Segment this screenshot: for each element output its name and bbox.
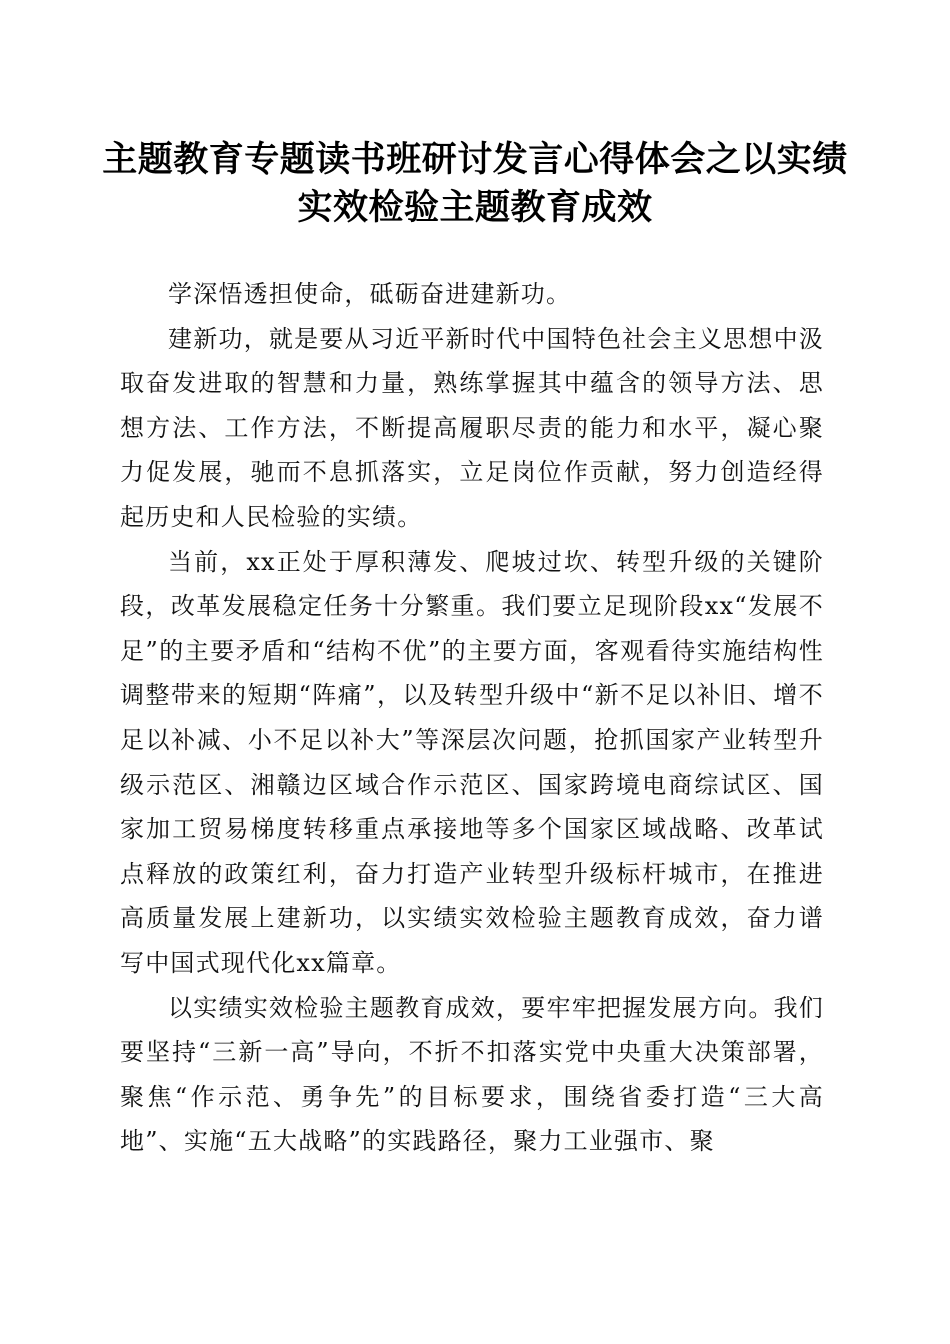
- paragraph: 建新功，就是要从习近平新时代中国特色社会主义思想中汲取奋发进取的智慧和力量，熟练掌握其中蕴含的领导方法、思想方法、工作方法，不断提高履职尽责的能力和水平，凝心聚力促发展，驰而不息抓落实，立足岗位作贡献，努力创造经得起历史和人民检验的实绩。: [120, 324, 824, 531]
- document-body: [120, 272, 824, 1164]
- paragraph: 以实绩实效检验主题教育成效，要牢牢把握发展方向。我们要坚持“三新一高”导向，不折不扣落实党中央重大决策部署，聚焦“作示范、勇争先”的目标要求，围绕省委打造“三大高地”、实施“五大战略”的实践路径，聚力工业强市、聚: [120, 993, 824, 1156]
- document-title: 主题教育专题读书班研讨发言心得体会之以实绩实效检验主题教育成效: [102, 139, 848, 228]
- paragraph: 当前，xx正处于厚积薄发、爬坡过坎、转型升级的关键阶段，改革发展稳定任务十分繁重。我们要立足现阶段xx“发展不足”的主要矛盾和“结构不优”的主要方面，客观看待实施结构性调整带来的短期“阵痛”，以及转型升级中“新不足以补旧、增不足以补减、小不足以补大”等深层次问题，抢抓国家产业转型升级示范区、湘赣边区域合作示范区、国家跨境电商综试区、国家加工贸易梯度转移重点承接地等多个国家区域战略、改革试点释放的政策红利，奋力打造产业转型升级标杆城市，在推进高质量发展上建新功，以实绩实效检验主题教育成效，奋力谱写中国式现代化xx篇章。: [120, 547, 824, 977]
- paragraph: 学深悟透担使命，砥砺奋进建新功。: [168, 280, 572, 308]
